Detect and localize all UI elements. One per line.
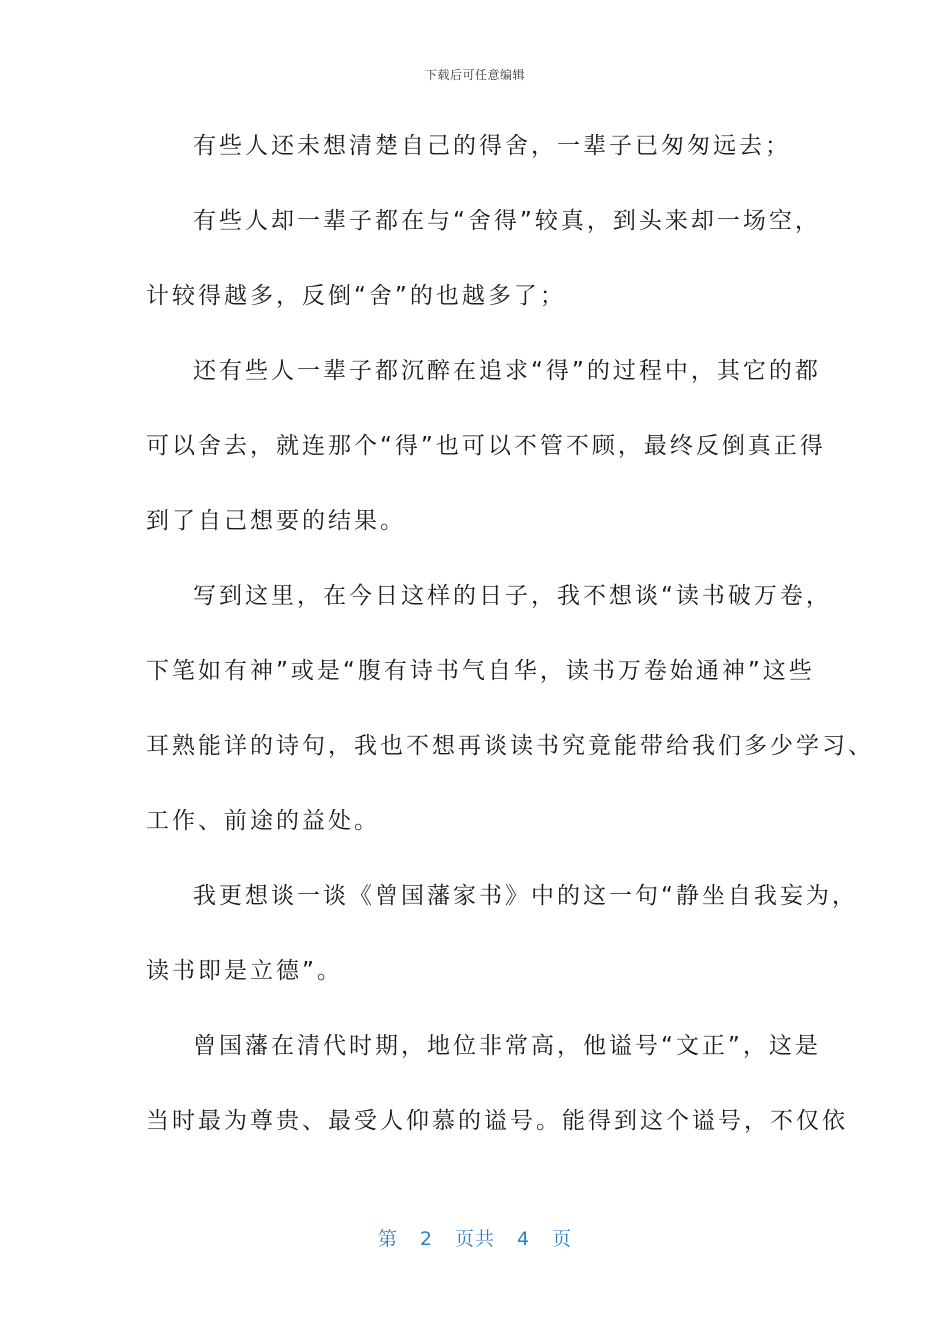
paragraph-line: 有些人却一辈子都在与“舍得”较真，到头来却一场空， <box>193 208 821 234</box>
current-page-number: 2 <box>419 1228 433 1250</box>
paragraph-line: 写到这里，在今日这样的日子，我不想谈“读书破万卷， <box>193 583 832 609</box>
page-prefix: 第 <box>377 1228 398 1250</box>
paragraph-line: 工作、前途的益处。 <box>146 808 380 834</box>
page-middle: 页共 <box>454 1228 495 1250</box>
paragraph-line: 读书即是立德”。 <box>146 958 343 984</box>
paragraph-line: 下笔如有神”或是“腹有诗书气自华，读书万卷始通神”这些 <box>146 658 815 684</box>
paragraph-line: 我更想谈一谈《曾国藩家书》中的这一句“静坐自我妄为， <box>193 883 858 909</box>
paragraph-line: 有些人还未想清楚自己的得舍，一辈子已匆匆远去； <box>193 133 791 159</box>
paragraph-line: 曾国藩在清代时期，地位非常高，他谥号“文正”，这是 <box>193 1033 821 1059</box>
paragraph-line: 还有些人一辈子都沉醉在追求“得”的过程中，其它的都 <box>193 358 821 384</box>
total-pages-number: 4 <box>517 1228 531 1250</box>
paragraph-line: 当时最为尊贵、最受人仰慕的谥号。能得到这个谥号，不仅依 <box>146 1108 848 1134</box>
paragraph-line: 可以舍去，就连那个“得”也可以不管不顾，最终反倒真正得 <box>146 433 826 459</box>
paragraph-line: 计较得越多，反倒“舍”的也越多了； <box>146 283 566 309</box>
page-suffix: 页 <box>552 1228 573 1250</box>
document-body <box>146 118 874 1168</box>
header-note: 下载后可任意编辑 <box>424 68 525 82</box>
paragraph-line: 到了自己想要的结果。 <box>146 508 406 534</box>
paragraph-line: 耳熟能详的诗句，我也不想再谈读书究竟能带给我们多少学习、 <box>146 733 874 759</box>
page-number-footer <box>0 1224 950 1251</box>
